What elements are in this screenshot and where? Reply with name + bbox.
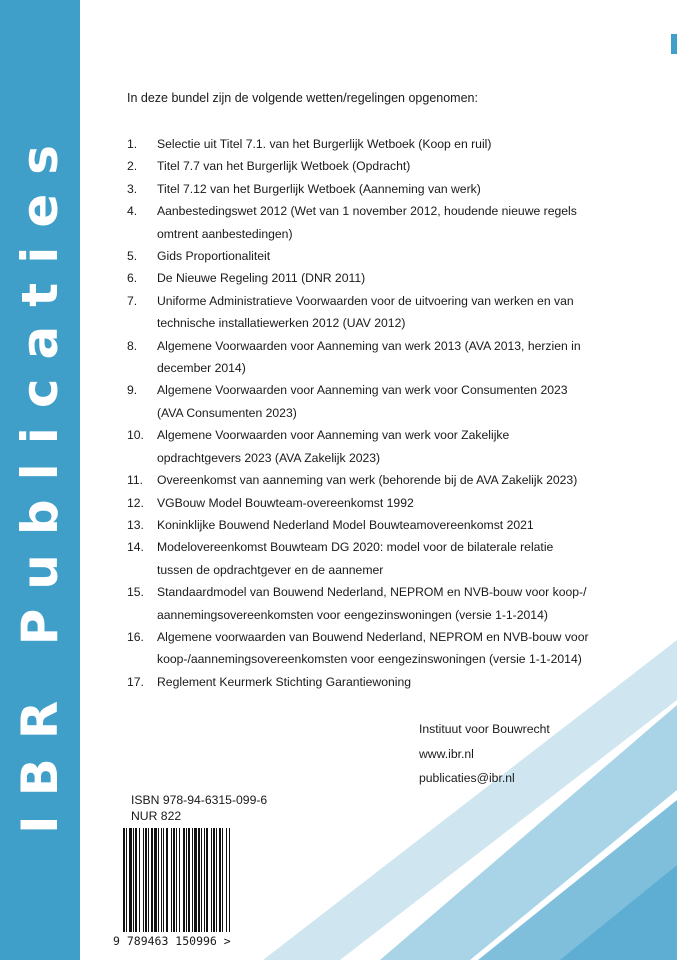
list-item-number: 7. — [127, 293, 138, 308]
barcode-bar — [129, 828, 132, 932]
list-item — [127, 178, 597, 200]
law-list — [127, 133, 597, 693]
list-item-text: Algemene Voorwaarden voor Aanneming van werk 2013 (AVA 2013, herzien in — [157, 338, 581, 353]
barcode-bar — [211, 828, 212, 932]
list-item-text: Reglement Keurmerk Stichting Garantiewoning — [157, 674, 412, 689]
barcode-bar — [216, 828, 217, 932]
barcode-digits: 9 789463 150996 > — [113, 934, 231, 948]
list-item — [127, 335, 597, 380]
list-item — [127, 492, 597, 514]
barcode-bar — [219, 828, 221, 932]
list-item-number: 11. — [127, 473, 144, 488]
barcode-bar — [194, 828, 197, 932]
list-item-text: opdrachtgevers 2023 (AVA Zakelijk 2023) — [157, 450, 381, 465]
list-item-text: koop-/aannemingsovereenkomsten voor eengezinswoningen (versie 1-1-2014) — [157, 652, 582, 667]
list-item — [127, 626, 597, 671]
list-item-text: Selectie uit Titel 7.1. van het Burgerlijk Wetboek (Koop en ruil) — [157, 137, 492, 151]
list-item-text: Algemene voorwaarden van Bouwend Nederland, NEPROM en NVB-bouw voor — [157, 629, 589, 644]
isbn-number: ISBN 978-94-6315-099-6 — [131, 793, 268, 807]
barcode-bar — [171, 828, 172, 932]
list-item-number: 6. — [127, 271, 138, 286]
nur-code: NUR 822 — [131, 809, 182, 823]
barcode-bar — [229, 828, 230, 932]
barcode-bar — [188, 828, 190, 932]
list-item-number: 15. — [127, 585, 144, 600]
spine-title: IBR Publicaties — [11, 125, 69, 835]
list-item-text: Koninklijke Bouwend Nederland Model Bouwteamovereenkomst 2021 — [157, 517, 534, 532]
publisher-email[interactable]: publicaties@ibr.nl — [419, 771, 515, 785]
list-item — [127, 267, 597, 289]
publisher-name: Instituut voor Bouwrecht — [419, 722, 550, 736]
barcode-bar — [186, 828, 187, 932]
barcode-bar — [145, 828, 147, 932]
list-item-number: 12. — [127, 495, 144, 510]
barcode-bar — [126, 828, 127, 932]
list-item-number: 14. — [127, 540, 144, 555]
list-item-text: tussen de opdrachtgever en de aannemer — [157, 562, 384, 577]
list-item-text: Standaardmodel van Bouwend Nederland, NEPROM en NVB-bouw voor koop-/ — [157, 585, 587, 600]
list-item-text: Modelovereenkomst Bouwteam DG 2020: model voor de bilaterale relatie — [157, 540, 554, 555]
list-item-text: VGBouw Model Bouwteam-overeenkomst 1992 — [157, 495, 414, 510]
list-item — [127, 469, 597, 491]
barcode-bar — [183, 828, 185, 932]
list-item-number: 5. — [127, 249, 138, 264]
barcode-bar — [148, 828, 149, 932]
barcode — [113, 828, 263, 956]
list-item-text: Titel 7.12 van het Burgerlijk Wetboek (Aanneming van werk) — [157, 181, 481, 196]
list-item-text: (AVA Consumenten 2023) — [157, 405, 297, 420]
list-item — [127, 200, 597, 245]
list-item-text: omtrent aanbestedingen) — [157, 226, 293, 241]
barcode-bar — [173, 828, 175, 932]
publisher-website[interactable]: www.ibr.nl — [419, 746, 474, 761]
barcode-bar — [213, 828, 215, 932]
list-item-text: Gids Proportionaliteit — [157, 249, 271, 264]
list-item-text: De Nieuwe Regeling 2011 (DNR 2011) — [157, 271, 366, 286]
barcode-bar — [139, 828, 140, 932]
barcode-bar — [166, 828, 168, 932]
barcode-bar — [143, 828, 144, 932]
list-item-text: Titel 7.7 van het Burgerlijk Wetboek (Opdracht) — [157, 159, 411, 174]
publisher-contact — [419, 717, 550, 791]
barcode-bar — [163, 828, 164, 932]
list-item-number: 17. — [127, 674, 144, 689]
list-item — [127, 581, 597, 626]
barcode-bar — [198, 828, 200, 932]
list-item — [127, 671, 597, 693]
list-item-text: Aanbestedingswet 2012 (Wet van 1 november 2012, houdende nieuwe regels — [157, 204, 577, 219]
list-item — [127, 155, 597, 177]
intro-text: In deze bundel zijn de volgende wetten/regelingen opgenomen: — [127, 91, 478, 105]
list-item — [127, 424, 597, 469]
barcode-bar — [222, 828, 223, 932]
list-item-number: 2. — [127, 159, 138, 174]
list-item — [127, 133, 597, 155]
list-item-number: 3. — [127, 181, 138, 196]
barcode-bar — [158, 828, 159, 932]
barcode-bar — [176, 828, 177, 932]
barcode-bar — [206, 828, 208, 932]
list-item-text: technische installatiewerken 2012 (UAV 2012) — [157, 316, 406, 331]
list-item — [127, 514, 597, 536]
barcode-bar — [133, 828, 134, 932]
barcode-bar — [135, 828, 137, 932]
list-item-number: 4. — [127, 204, 138, 219]
barcode-bar — [151, 828, 153, 932]
list-item-number: 13. — [127, 517, 144, 532]
list-item-text: Algemene Voorwaarden voor Aanneming van werk voor Consumenten 2023 — [157, 383, 568, 398]
list-item-number: 10. — [127, 428, 144, 443]
barcode-bar — [161, 828, 162, 932]
list-item-number: 1. — [127, 137, 138, 151]
barcode-bar — [192, 828, 193, 932]
list-item-text: Overeenkomst van aanneming van werk (behorende bij de AVA Zakelijk 2023) — [157, 473, 578, 488]
list-item-text: Algemene Voorwaarden voor Aanneming van werk voor Zakelijke — [157, 428, 510, 443]
barcode-bar — [154, 828, 157, 932]
barcode-bar — [226, 828, 227, 932]
barcode-bar — [201, 828, 202, 932]
list-item — [127, 536, 597, 581]
barcode-bar — [179, 828, 180, 932]
list-item — [127, 245, 597, 267]
isbn-block — [131, 792, 267, 824]
list-item — [127, 290, 597, 335]
list-item-text: Uniforme Administratieve Voorwaarden voor de uitvoering van werken en van — [157, 293, 574, 308]
list-item-number: 9. — [127, 383, 138, 398]
barcode-bar — [123, 828, 125, 932]
list-item-number: 8. — [127, 338, 138, 353]
barcode-bars — [113, 828, 263, 936]
barcode-bar — [204, 828, 205, 932]
list-item-text: december 2014) — [157, 361, 246, 376]
list-item — [127, 379, 597, 424]
list-item-number: 16. — [127, 629, 144, 644]
list-item-text: aannemingsovereenkomsten voor eengezinswoningen (versie 1-1-2014) — [157, 607, 548, 622]
